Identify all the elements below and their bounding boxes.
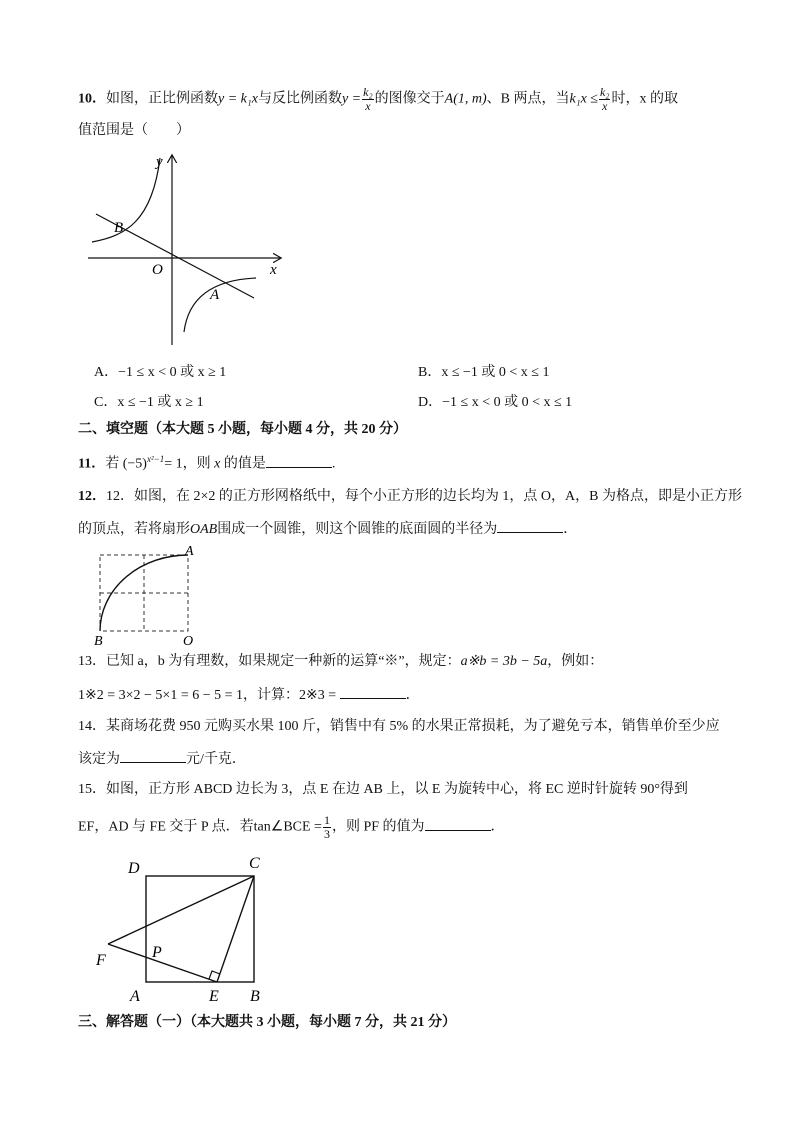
q10-line2: 值范围是（ ） [78, 123, 190, 138]
q11-end: . [331, 456, 336, 472]
q15-square-figure [90, 848, 280, 1008]
label-e: E [209, 988, 219, 1005]
q15-line1: 15．如图，正方形 ABCD 边长为 3，点 E 在边 AB 上，以 E 为旋转中心，将 EC 逆时针旋转 90°得到 [78, 782, 688, 797]
segment-fc [108, 876, 254, 944]
section-2-heading: 二、填空题（本大题 5 小题，每小题 4 分，共 20 分） [78, 422, 407, 437]
q12-answer-blank[interactable] [497, 518, 563, 533]
q11-text-2: = 1，则 [164, 456, 211, 472]
q14-text-2a: 该定为 [78, 752, 120, 767]
q13-text-2b: ，计算： [243, 688, 299, 703]
q12-line2 [78, 518, 577, 540]
q10-fraction-inequality: $\frac{\text{k₂}}{x}$ [599, 85, 610, 113]
label-a: A [185, 544, 194, 559]
label-p: P [152, 944, 162, 961]
q11-text-1: 若 [105, 456, 120, 472]
q10-text-3: 的图像交于 [374, 91, 445, 107]
q10-number: 10． [78, 91, 106, 107]
q15-end: ． [490, 819, 505, 835]
label-b: B [94, 634, 103, 647]
hyperbola-branch-left [92, 158, 160, 242]
q10-line1 [78, 86, 678, 113]
label-c: C [249, 855, 260, 872]
q11-number: 11． [78, 456, 106, 472]
q12-sector: OAB [190, 522, 218, 537]
label-o: O [183, 634, 194, 647]
q11-base: (−5) [122, 456, 147, 472]
q10-text-1: 如图，正比例函数 [106, 91, 218, 107]
q15-tan: tan∠BCE = [253, 819, 322, 835]
q10-fraction-inverse: $\frac{\text{k₂}}{x}$ [363, 85, 373, 113]
q11-line [78, 449, 335, 475]
q13-line2 [78, 684, 420, 706]
q12-text-1: 12．如图，在 2×2 的正方形网格纸中，每个小正方形的边长均为 1，点 O，A，B 为格点，即是小正方形 [106, 489, 742, 504]
q13-rule: a※b = 3b − 5a [460, 654, 548, 669]
q14-text-2b: 元/千克． [186, 752, 246, 767]
hyperbola-branch-right [184, 278, 256, 332]
q10-inequality-lhs: k₁x ≤ [569, 91, 598, 107]
q12-text-2b: 围成一个圆锥，则这个圆锥的底面圆的半径为 [217, 522, 498, 537]
q10-option-d: D．−1 ≤ x < 0 或 0 < x ≤ 1 [418, 395, 573, 410]
q14-line2 [78, 748, 246, 770]
label-b: B [250, 988, 260, 1005]
q14-answer-blank[interactable] [120, 748, 186, 763]
point-a-label: A [210, 287, 220, 303]
label-a: A [130, 988, 140, 1005]
q15-text-2b: ，则 PF 的值为 [331, 819, 425, 835]
q15-line2 [78, 814, 505, 841]
y-axis-label: y [156, 154, 163, 170]
q13-text-1a: 13．已知 a，b 为有理数，如果规定一种新的运算“※”，规定： [78, 654, 461, 669]
q10-graph [80, 150, 300, 350]
q11-text-3: 的值是 [223, 456, 266, 472]
q12-grid-figure [92, 543, 212, 647]
segment-ec [217, 876, 254, 982]
q15-answer-blank[interactable] [425, 816, 491, 831]
q10-option-b: B．x ≤ −1 或 0 < x ≤ 1 [418, 365, 550, 380]
point-b-label: B [114, 220, 124, 236]
origin-label: O [152, 262, 163, 278]
label-f: F [96, 952, 106, 969]
square-abcd [146, 876, 254, 982]
q10-text-2: 与反比例函数 [257, 91, 342, 107]
x-axis-label: x [270, 262, 277, 278]
q10-formula-direct: y = k₁x [218, 91, 258, 107]
q13-answer-blank[interactable] [340, 684, 406, 699]
q10-option-a: A．−1 ≤ x < 0 或 x ≥ 1 [94, 365, 227, 380]
q10-point-a: A(1, m) [444, 91, 487, 107]
q11-answer-blank[interactable] [266, 453, 332, 468]
q13-calc: 2※3 = [299, 688, 337, 703]
label-d: D [128, 860, 140, 877]
q12-end: ． [563, 522, 578, 537]
q11-exponent: x²−1 [146, 454, 165, 464]
q15-fraction: $\frac{1}{3}$ [323, 813, 330, 841]
q11-variable: x [214, 456, 221, 472]
q10-formula-inverse-lhs: y = [341, 91, 362, 107]
q10-option-c: C．x ≤ −1 或 x ≥ 1 [94, 395, 204, 410]
q13-end: ． [405, 688, 420, 703]
q13-line1 [78, 652, 603, 672]
q13-example: 1※2 = 3×2 − 5×1 = 6 − 5 = 1 [78, 688, 243, 703]
q15-text-2a: EF，AD 与 FE 交于 P 点．若 [78, 819, 254, 835]
q13-text-1b: ，例如： [547, 654, 604, 669]
segment-fe [108, 944, 217, 982]
q14-line1: 14．某商场花费 950 元购买水果 100 斤，销售中有 5% 的水果正常损耗，为了避免亏本，销售单价至少应 [78, 719, 720, 734]
q12-line1: 12．12．如图，在 2×2 的正方形网格纸中，每个小正方形的边长均为 1，点 O，A，B 为格点，即是小正方形 [78, 489, 742, 504]
q10-text-5: 时，x 的取 [611, 91, 678, 107]
q10-text-4: 、B 两点，当 [486, 91, 570, 107]
q12-text-2a: 的顶点，若将扇形 [78, 522, 190, 537]
section-3-heading: 三、解答题（一）（本大题共 3 小题，每小题 7 分，共 21 分） [78, 1015, 456, 1030]
